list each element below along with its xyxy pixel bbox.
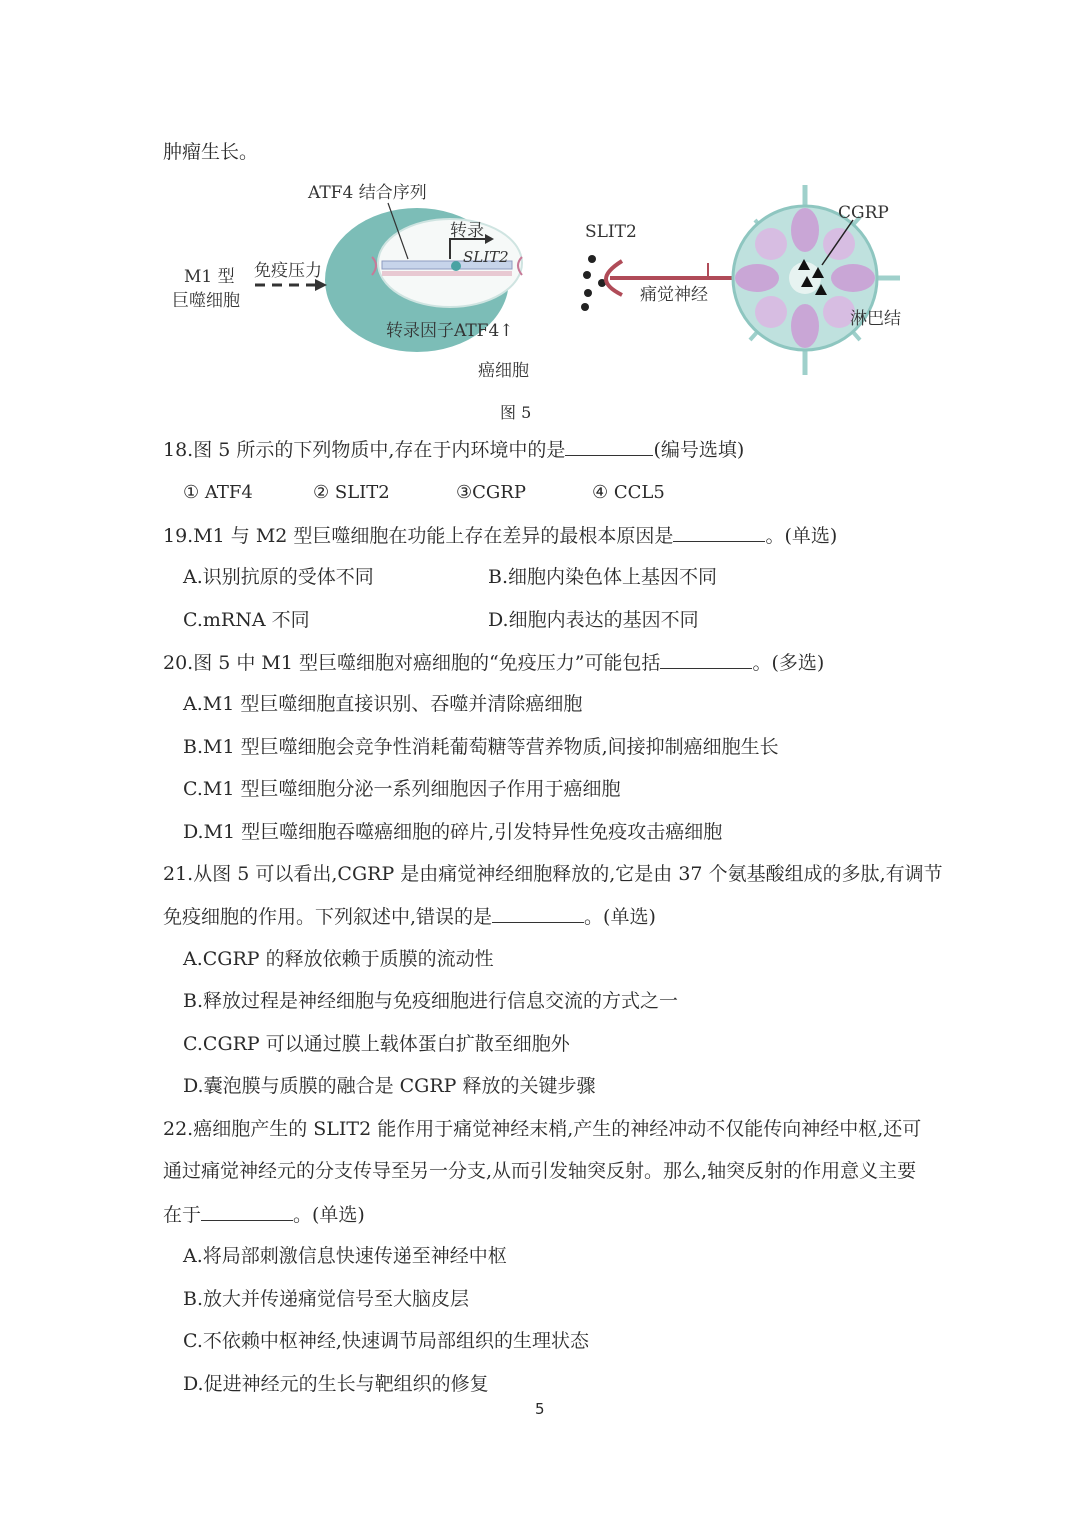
- figure-caption: 图 5: [500, 403, 532, 422]
- q21-option-d[interactable]: D.囊泡膜与质膜的融合是 CGRP 释放的关键步骤: [183, 1075, 596, 1097]
- question-21: [163, 904, 656, 929]
- q22-option-a[interactable]: A.将局部刺激信息快速传递至神经中枢: [183, 1245, 507, 1267]
- q18-text: 18.图 5 所示的下列物质中,存在于内环境中的是: [163, 439, 566, 461]
- label-pain-nerve: 痛觉神经: [640, 285, 708, 305]
- q18-item: ③CGRP: [456, 482, 526, 503]
- question-21-line1: 21.从图 5 可以看出,CGRP 是由痛觉神经细胞释放的,它是由 37 个氨基酸组成的多肽,有调节: [163, 863, 943, 885]
- q22-option-c[interactable]: C.不依赖中枢神经,快速调节局部组织的生理状态: [183, 1330, 589, 1352]
- question-18: [163, 437, 744, 462]
- q21-option-c[interactable]: C.CGRP 可以通过膜上载体蛋白扩散至细胞外: [183, 1033, 570, 1055]
- label-atf4-factor: 转录因子ATF4↑: [386, 321, 514, 341]
- q19-answer-blank[interactable]: [673, 523, 765, 542]
- label-transcription: 转录: [450, 221, 484, 241]
- question-22: [163, 1202, 365, 1227]
- q22-answer-blank[interactable]: [201, 1202, 293, 1221]
- q19-suffix: 。(单选): [765, 525, 838, 547]
- label-m1-line1: M1 型: [184, 267, 235, 287]
- q18-item: ① ATF4: [183, 482, 253, 503]
- label-slit2-gene: SLIT2: [463, 248, 509, 266]
- q20-option-b[interactable]: B.M1 型巨噬细胞会竞争性消耗葡萄糖等营养物质,间接抑制癌细胞生长: [183, 736, 779, 758]
- label-cgrp: CGRP: [838, 203, 889, 223]
- q19-option-d[interactable]: D.细胞内表达的基因不同: [488, 609, 699, 631]
- q22-option-b[interactable]: B.放大并传递痛觉信号至大脑皮层: [183, 1288, 470, 1310]
- intro-text: 肿瘤生长。: [163, 141, 259, 163]
- q22-option-d[interactable]: D.促进神经元的生长与靶组织的修复: [183, 1373, 489, 1395]
- label-atf4-binding: ATF4 结合序列: [308, 183, 427, 203]
- figure-5-diagram: [160, 175, 920, 395]
- q19-option-c[interactable]: C.mRNA 不同: [183, 609, 310, 631]
- question-22-line1: 22.癌细胞产生的 SLIT2 能作用于痛觉神经末梢,产生的神经冲动不仅能传向神经中枢,还可: [163, 1118, 922, 1140]
- page-number: 5: [535, 1400, 545, 1418]
- atf4-binding-dot: [451, 261, 461, 271]
- q21-suffix: 。(单选): [584, 906, 656, 928]
- figure-5: [160, 175, 920, 395]
- q19-option-a[interactable]: A.识别抗原的受体不同: [183, 566, 374, 588]
- q19-option-b[interactable]: B.细胞内染色体上基因不同: [488, 566, 718, 588]
- q20-text: 20.图 5 中 M1 型巨噬细胞对癌细胞的“免疫压力”可能包括: [163, 652, 661, 674]
- q18-item: ② SLIT2: [313, 482, 390, 503]
- label-slit2: SLIT2: [585, 222, 637, 242]
- q20-option-a[interactable]: A.M1 型巨噬细胞直接识别、吞噬并清除癌细胞: [183, 693, 583, 715]
- q18-answer-blank[interactable]: [565, 437, 653, 456]
- q20-suffix: 。(多选): [752, 652, 825, 674]
- q22-suffix: 。(单选): [293, 1204, 365, 1226]
- q20-option-d[interactable]: D.M1 型巨噬细胞吞噬癌细胞的碎片,引发特异性免疫攻击癌细胞: [183, 821, 723, 843]
- dna-strand-2: [382, 271, 512, 276]
- q19-text: 19.M1 与 M2 型巨噬细胞在功能上存在差异的最根本原因是: [163, 525, 674, 547]
- q21-option-b[interactable]: B.释放过程是神经细胞与免疫细胞进行信息交流的方式之一: [183, 990, 679, 1012]
- label-m1-line2: 巨噬细胞: [172, 291, 240, 311]
- question-20: [163, 650, 824, 675]
- slit2-dot: [584, 289, 592, 297]
- question-22-line2: 通过痛觉神经元的分支传导至另一分支,从而引发轴突反射。那么,轴突反射的作用意义主要: [163, 1160, 917, 1182]
- q22-text: 在于: [163, 1204, 202, 1226]
- slit2-dot: [588, 255, 596, 263]
- q21-option-a[interactable]: A.CGRP 的释放依赖于质膜的流动性: [183, 948, 494, 970]
- label-lymph-node: 淋巴结: [850, 309, 901, 329]
- q18-suffix: (编号选填): [653, 439, 745, 461]
- q20-option-c[interactable]: C.M1 型巨噬细胞分泌一系列细胞因子作用于癌细胞: [183, 778, 621, 800]
- q20-answer-blank[interactable]: [660, 650, 752, 669]
- label-immune-pressure: 免疫压力: [254, 261, 322, 281]
- slit2-dot: [581, 303, 589, 311]
- q18-item: ④ CCL5: [592, 482, 665, 503]
- label-cancer-cell: 癌细胞: [478, 361, 529, 381]
- q21-answer-blank[interactable]: [492, 904, 584, 923]
- question-19: [163, 523, 837, 548]
- slit2-dot: [583, 271, 591, 279]
- q21-text: 免疫细胞的作用。下列叙述中,错误的是: [163, 906, 493, 928]
